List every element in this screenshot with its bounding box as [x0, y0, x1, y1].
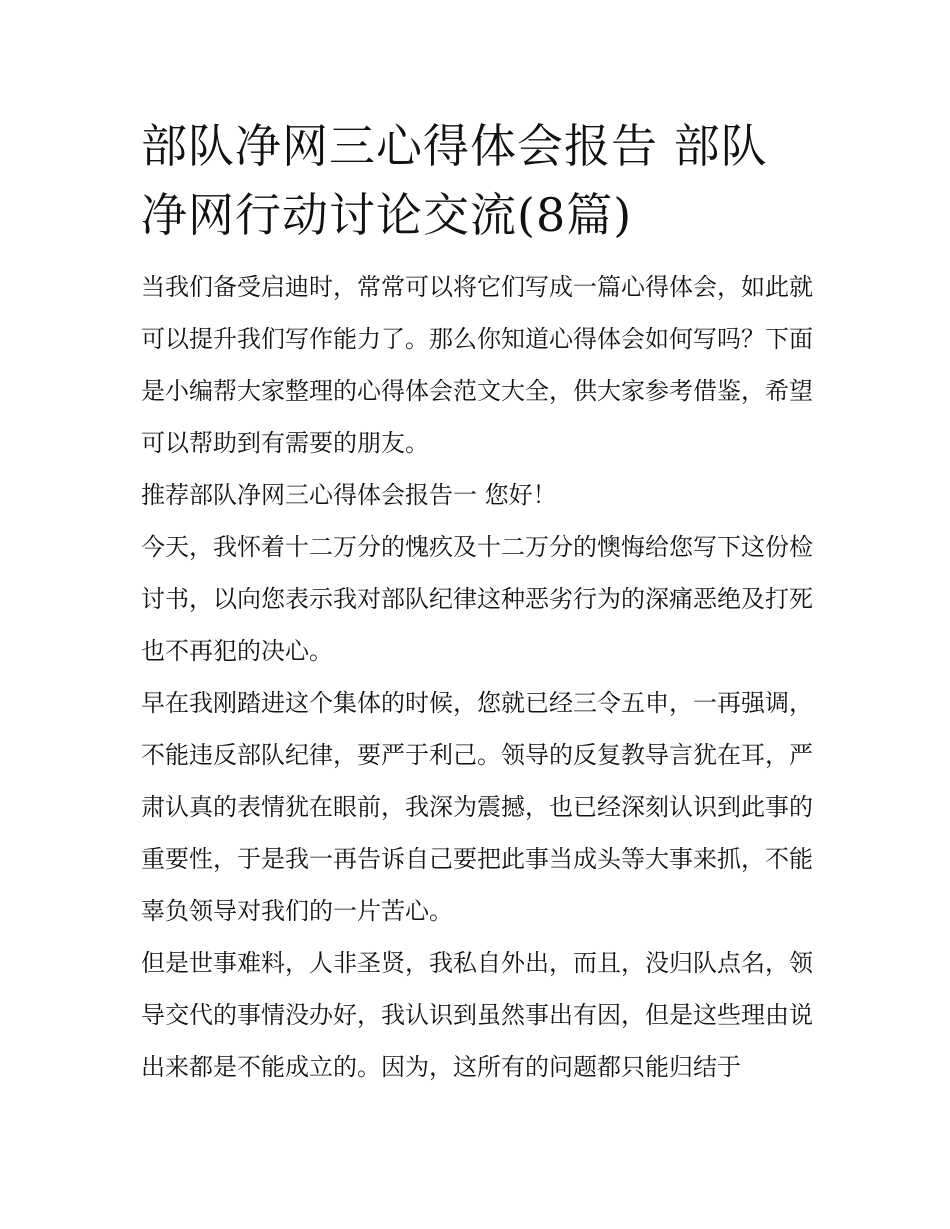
paragraph: 早在我刚踏进这个集体的时候，您就已经三令五申，一再强调，不能违反部队纪律，要严于利己。领导的反复教导言犹在耳，严肃认真的表情犹在眼前，我深为震撼，也已经深刻认识到此事的重要性，于是我一再告诉自己要把此事当成头等大事来抓，不能辜负领导对我们的一片苦心。 [141, 689, 813, 925]
paragraph: 但是世事难料，人非圣贤，我私自外出，而且，没归队点名，领导交代的事情没办好，我认识到虽然事出有因，但是这些理由说出来都是不能成立的。因为，这所有的问题都只能归结于 [141, 949, 813, 1081]
paragraph: 今天，我怀着十二万分的愧疚及十二万分的懊悔给您写下这份检讨书，以向您表示我对部队纪律这种恶劣行为的深痛恶绝及打死也不再犯的决心。 [141, 533, 813, 665]
document-body [141, 261, 813, 1093]
paragraph-heading-one: 推荐部队净网三心得体会报告一 您好！ [141, 481, 557, 509]
document-title: 部队净网三心得体会报告 部队净网行动讨论交流(8篇) [141, 119, 768, 242]
document-content [141, 112, 813, 1093]
paragraph-intro: 当我们备受启迪时，常常可以将它们写成一篇心得体会，如此就可以提升我们写作能力了。那么你知道心得体会如何写吗？下面是小编帮大家整理的心得体会范文大全，供大家参考借鉴，希望可以帮助到有需要的朋友。 [141, 273, 813, 457]
